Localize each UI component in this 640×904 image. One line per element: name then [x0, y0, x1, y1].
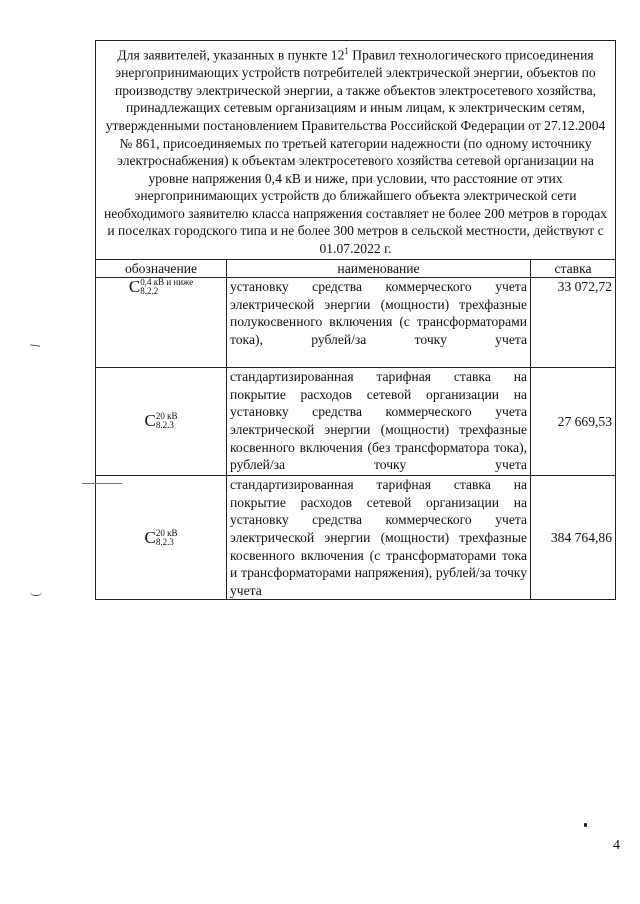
- scan-dot: [584, 823, 587, 827]
- tariff-index: 8.2.3: [155, 420, 174, 431]
- tariff-symbol: C: [144, 411, 156, 431]
- header-name: наименование: [227, 259, 531, 278]
- table-row: [96, 476, 616, 600]
- intro-text: Для заявителей, указанных в пункте 12$^1$ Правил технологического присоединения энергопринимающих устройств потребителей электрической энергии, объектов по производству электрической энергии, а также объектов электросетевого хозяйства, принадлежащих сетевым организациям и иным лицам, к электрическим сетям, утвержденными постановлением Правительства Российской Федерации от 27.12.2004 № 861, присоединяемых по третьей категории надежности (по одному источнику электроснабжения) к объектам электросетевого хозяйства сетевой организации на уровне напряжения 0,4 кВ и ниже, при условии, что расстояние от этих энергопринимающих устройств до ближайшего объекта электрической сети необходимого заявителю класса напряжения составляет не более 200 метров в городах и поселках городского типа и не более 300 метров в сельской местности, действуют с 01.07.2022 г.: [96, 41, 616, 260]
- header-designation: обозначение: [96, 259, 227, 278]
- footnote-mark: 1: [344, 46, 349, 56]
- tariff-index: 8.2.2: [140, 286, 159, 297]
- table-row: [96, 278, 616, 368]
- tariff-rate: 384 764,86: [531, 476, 616, 600]
- tariff-code: [96, 278, 227, 368]
- table-row: [96, 368, 616, 476]
- tariff-symbol: C: [144, 527, 156, 547]
- tariff-description: стандартизированная тарифная ставка на покрытие расходов сетевой организации на установку средства коммерческого учета электрической энергии (мощности) трехфазные косвенного включения (с трансформаторами тока и трансформаторами напряжения), рублей/за точку учета: [227, 476, 531, 600]
- tariff-description: установку средства коммерческого учета электрической энергии (мощности) трехфазные полукосвенного включения (с трансформаторами тока), рублей/за точку учета: [227, 278, 531, 368]
- scan-mark: [30, 591, 42, 596]
- tariff-description: стандартизированная тарифная ставка на покрытие расходов сетевой организации на установку средства коммерческого учета электрической энергии (мощности) трехфазные косвенного включения (без трансформатора тока), рублей/за точку учета: [227, 368, 531, 476]
- scan-mark: [30, 344, 40, 347]
- tariff-code: [96, 476, 227, 600]
- scan-mark: [82, 483, 122, 485]
- tariff-index: 8.2.3: [155, 536, 174, 547]
- tariff-symbol: C: [128, 277, 141, 297]
- tariff-rate: 33 072,72: [531, 278, 616, 368]
- tariff-table: [95, 40, 616, 600]
- tariff-voltage: 0,4 кВ и ниже: [140, 277, 194, 288]
- header-row: [96, 259, 616, 278]
- header-rate: ставка: [531, 259, 616, 278]
- tariff-rate: 27 669,53: [531, 368, 616, 476]
- tariff-voltage: 20 кВ: [155, 527, 178, 538]
- tariff-voltage: 20 кВ: [155, 411, 178, 422]
- intro-row: [96, 41, 616, 260]
- tariff-code: [96, 368, 227, 476]
- page-number: 4: [613, 838, 620, 853]
